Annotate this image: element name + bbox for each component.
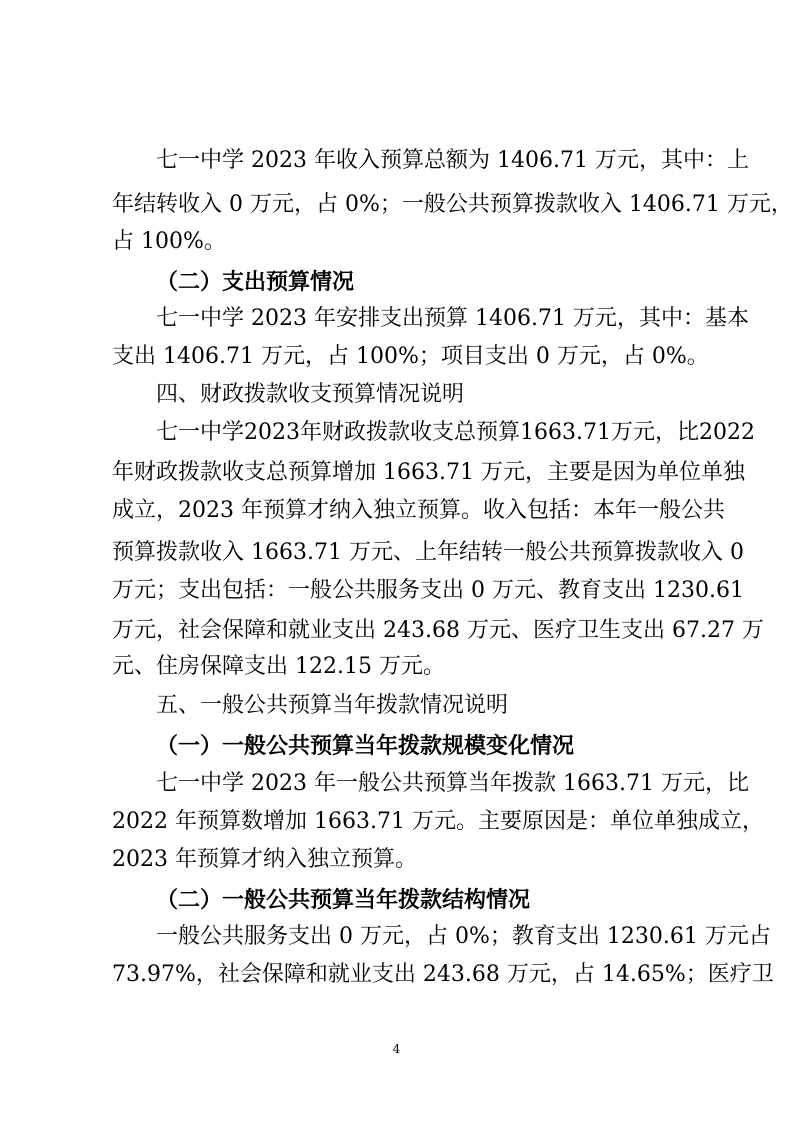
- paragraph-line: 2023 年预算才纳入独立预算。: [112, 847, 417, 872]
- section-heading: 四、财政拨款收支预算情况说明: [156, 382, 465, 407]
- paragraph-line: 元、住房保障支出 122.15 万元。: [112, 654, 445, 679]
- paragraph-line: 七一中学 2023 年安排支出预算 1406.71 万元，其中：基本: [156, 306, 749, 331]
- paragraph-line: 一般公共服务支出 0 万元，占 0%；教育支出 1230.61 万元占: [156, 924, 771, 949]
- subsection-heading: （一）一般公共预算当年拨款规模变化情况: [156, 733, 575, 759]
- section-heading: 五、一般公共预算当年拨款情况说明: [156, 693, 509, 718]
- paragraph-line: 七一中学 2023 年一般公共预算当年拨款 1663.71 万元，比: [156, 771, 749, 796]
- paragraph-line: 年结转收入 0 万元，占 0%；一般公共预算拨款收入 1406.71 万元，: [112, 192, 793, 217]
- paragraph-line: 成立，2023 年预算才纳入独立预算。收入包括：本年一般公共: [112, 498, 725, 523]
- paragraph-line: 2022 年预算数增加 1663.71 万元。主要原因是：单位单独成立，: [112, 809, 764, 834]
- subsection-heading: （二）一般公共预算当年拨款结构情况: [156, 887, 531, 913]
- paragraph-line: 万元，社会保障和就业支出 243.68 万元、医疗卫生支出 67.27 万: [112, 618, 764, 643]
- paragraph-line: 占 100%。: [112, 229, 226, 254]
- page-number: 4: [392, 1042, 401, 1056]
- paragraph-line: 预算拨款收入 1663.71 万元、上年结转一般公共预算拨款收入 0: [112, 540, 744, 565]
- paragraph-line: 七一中学 2023 年收入预算总额为 1406.71 万元，其中：上: [156, 148, 749, 173]
- paragraph-line: 七一中学2023年财政拨款收支总预算1663.71万元，比2022: [156, 420, 755, 445]
- paragraph-line: 万元；支出包括：一般公共服务支出 0 万元、教育支出 1230.61: [112, 578, 744, 603]
- paragraph-line: 支出 1406.71 万元，占 100%；项目支出 0 万元，占 0%。: [112, 344, 709, 369]
- paragraph-line: 年财政拨款收支总预算增加 1663.71 万元，主要是因为单位单独: [112, 460, 745, 485]
- paragraph-line: 73.97%，社会保障和就业支出 243.68 万元，占 14.65%；医疗卫: [112, 962, 774, 987]
- subsection-heading: （二）支出预算情况: [156, 269, 355, 295]
